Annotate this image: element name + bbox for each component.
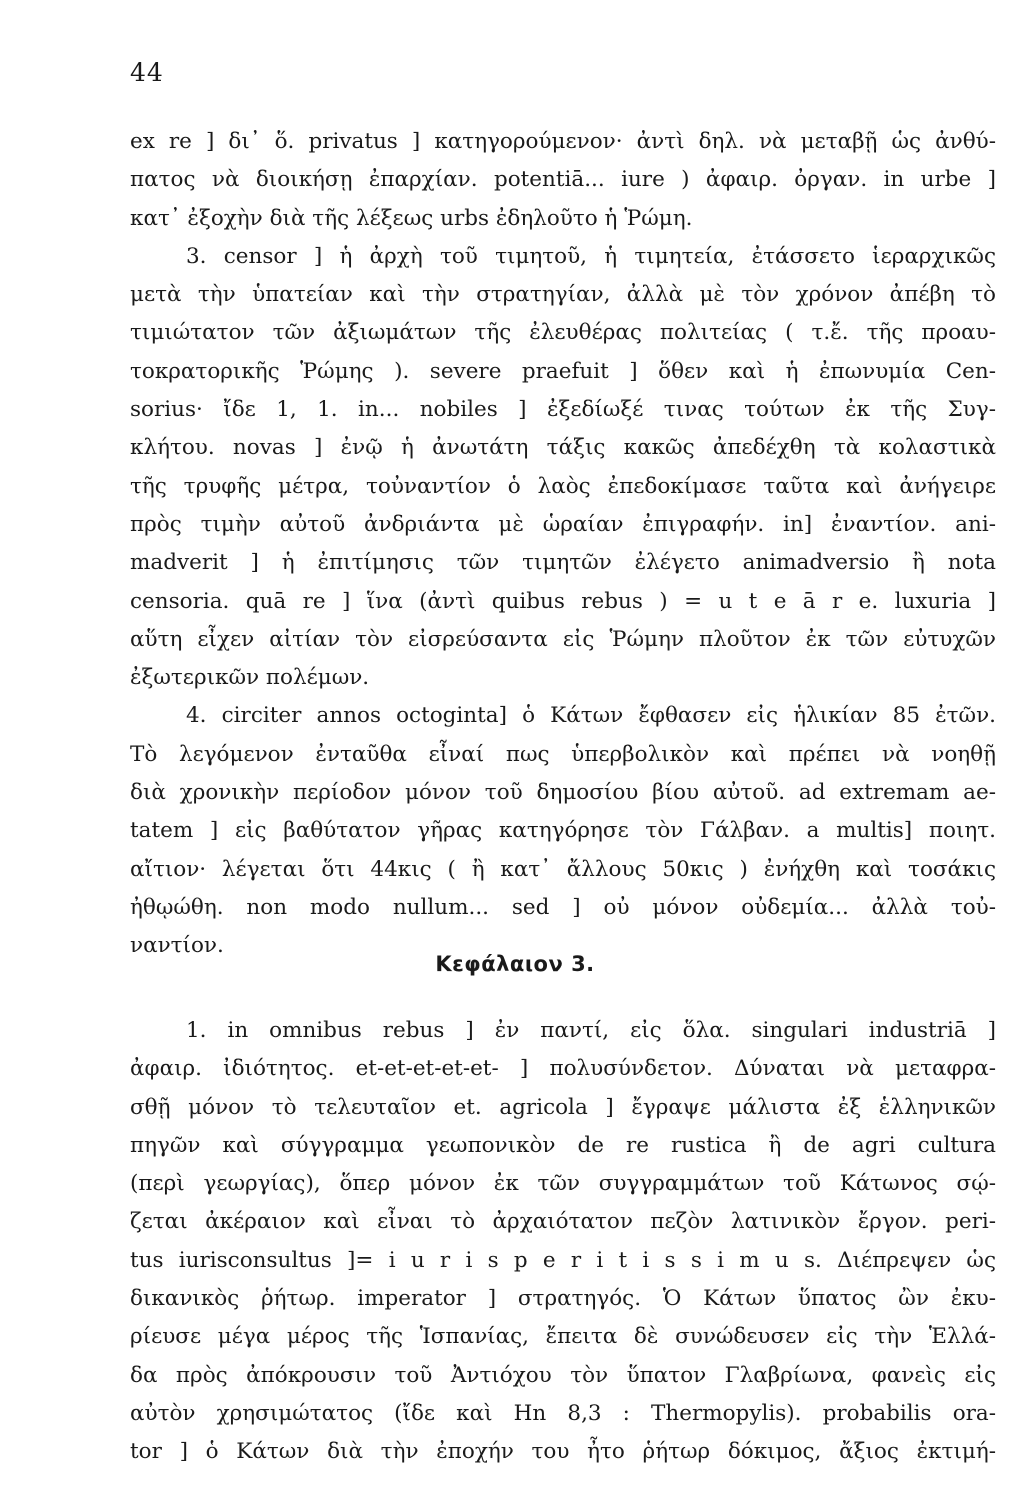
text-line: ex re ] δι᾽ ὅ. privatus ] κατηγορούμενον· ἀντὶ δηλ. νὰ μεταβῇ ὡς ἀνθύ-: [130, 129, 996, 154]
text-line: censoria. quā re ] ἵνα (ἀντὶ quibus rebus ) = u t e ā r e. luxuria ]: [130, 588, 996, 614]
text-line: σθῇ μόνον τὸ τελευταῖον et. agricola ] ἔγραψε μάλιστα ἐξ ἑλληνικῶν: [130, 1094, 996, 1120]
text-line: ζεται ἀκέραιον καὶ εἶναι τὸ ἀρχαιότατον πεζὸν λατινικὸν ἔργον. peri-: [130, 1209, 996, 1235]
text-line: μετὰ τὴν ὑπατείαν καὶ τὴν στρατηγίαν, ἀλλὰ μὲ τὸν χρόνον ἀπέβη τὸ: [130, 282, 996, 308]
commentary-section-chapter-3: [130, 1012, 996, 1472]
text-line: tor ] ὁ Κάτων διὰ τὴν ἐποχήν του ἦτο ῥήτωρ δόκιμος, ἄξιος ἐκτιμή-: [130, 1439, 996, 1465]
text-line: αὐτὸν χρησιμώτατος (ἴδε καὶ Hn 8,3 : Thermopylis). probabilis ora-: [130, 1400, 996, 1426]
text-line: πατος νὰ διοικήσῃ ἐπαρχίαν. potentiā... iure ) ἀφαιρ. ὀργαν. in urbe ]: [130, 167, 996, 193]
text-line: κλήτου. novas ] ἐνῷ ἡ ἀνωτάτη τάξις κακῶς ἀπεδέχθη τὰ κολαστικὰ: [130, 435, 996, 461]
page-number: 44: [130, 58, 164, 87]
text-line: madverit ] ἡ ἐπιτίμησις τῶν τιμητῶν ἐλέγετο animadversio ἢ nota: [130, 550, 996, 576]
text-line: ἠθῳώθη. non modo nullum... sed ] οὐ μόνον οὐδεμία... ἀλλὰ τοὐ-: [130, 894, 996, 920]
text-line: διὰ χρονικὴν περίοδον μόνον τοῦ δημοσίου βίου αὐτοῦ. ad extremam ae-: [130, 780, 996, 806]
text-line: δα πρὸς ἀπόκρουσιν τοῦ Ἀντιόχου τὸν ὕπατον Γλαβρίωνα, φανεὶς εἰς: [130, 1362, 996, 1388]
text-line: ἐξωτερικῶν πολέμων.: [130, 665, 370, 691]
text-line: ναντίον.: [130, 933, 224, 959]
text-line: tatem ] εἰς βαθύτατον γῆρας κατηγόρησε τὸν Γάλβαν. a multis] ποιητ.: [130, 818, 996, 844]
text-line: tus iurisconsultus ]= i u r i s p e r i t i s s i m u s. Διέπρεψεν ὡς: [130, 1247, 996, 1273]
text-line: τιμιώτατον τῶν ἀξιωμάτων τῆς ἐλευθέρας πολιτείας ( τ.ἔ. τῆς προαυ-: [130, 320, 996, 346]
text-line: πηγῶν καὶ σύγγραμμα γεωπονικὸν de re rustica ἢ de agri cultura: [130, 1132, 996, 1158]
chapter-heading: Κεφάλαιον 3.: [435, 952, 595, 976]
text-line: Τὸ λεγόμενον ἐνταῦθα εἶναί πως ὑπερβολικὸν καὶ πρέπει νὰ νοηθῇ: [130, 741, 996, 767]
text-line: sorius· ἴδε 1, 1. in... nobiles ] ἐξεδίωξέ τινας τούτων ἐκ τῆς Συγ-: [130, 397, 996, 423]
text-line: (περὶ γεωργίας), ὅπερ μόνον ἐκ τῶν συγγραμμάτων τοῦ Κάτωνος σῴ-: [130, 1171, 996, 1197]
text-line: πρὸς τιμὴν αὐτοῦ ἀνδριάντα μὲ ὡραίαν ἐπιγραφήν. in] ἐναντίον. ani-: [130, 511, 996, 537]
text-line: 4. circiter annos octoginta] ὁ Κάτων ἔφθασεν εἰς ἡλικίαν 85 ἐτῶν.: [186, 703, 996, 729]
text-line: τῆς τρυφῆς μέτρα, τοὐναντίον ὁ λαὸς ἐπεδοκίμασε ταῦτα καὶ ἀνήγειρε: [130, 473, 996, 499]
text-line: αὕτη εἶχεν αἰτίαν τὸν εἰσρεύσαντα εἰς Ῥώμην πλοῦτον ἐκ τῶν εὐτυχῶν: [130, 626, 996, 652]
text-line: τοκρατορικῆς Ῥώμης ). severe praefuit ] ὅθεν καὶ ἡ ἐπωνυμία Cen-: [130, 358, 996, 384]
text-line: δικανικὸς ῥήτωρ. imperator ] στρατηγός. Ὁ Κάτων ὕπατος ὢν ἐκυ-: [130, 1286, 996, 1312]
text-line: κατ᾽ ἐξοχὴν διὰ τῆς λέξεως urbs ἐδηλοῦτο ἡ Ῥώμη.: [130, 205, 693, 231]
text-line: 3. censor ] ἡ ἀρχὴ τοῦ τιμητοῦ, ἡ τιμητεία, ἐτάσσετο ἱεραρχικῶς: [186, 243, 996, 269]
commentary-section-chapter-2: [130, 123, 996, 966]
text-line: ἀφαιρ. ἰδιότητος. et-et-et-et-et- ] πολυσύνδετον. Δύναται νὰ μεταφρα-: [130, 1056, 996, 1082]
text-line: αἴτιον· λέγεται ὅτι 44κις ( ἢ κατ᾽ ἄλλους 50κις ) ἐνήχθη καὶ τοσάκις: [130, 856, 996, 882]
text-line: 1. in omnibus rebus ] ἐν παντί, εἰς ὅλα. singulari industriā ]: [186, 1018, 996, 1043]
text-line: ρίευσε μέγα μέρος τῆς Ἱσπανίας, ἔπειτα δὲ συνώδευσεν εἰς τὴν Ἑλλά-: [130, 1324, 996, 1350]
